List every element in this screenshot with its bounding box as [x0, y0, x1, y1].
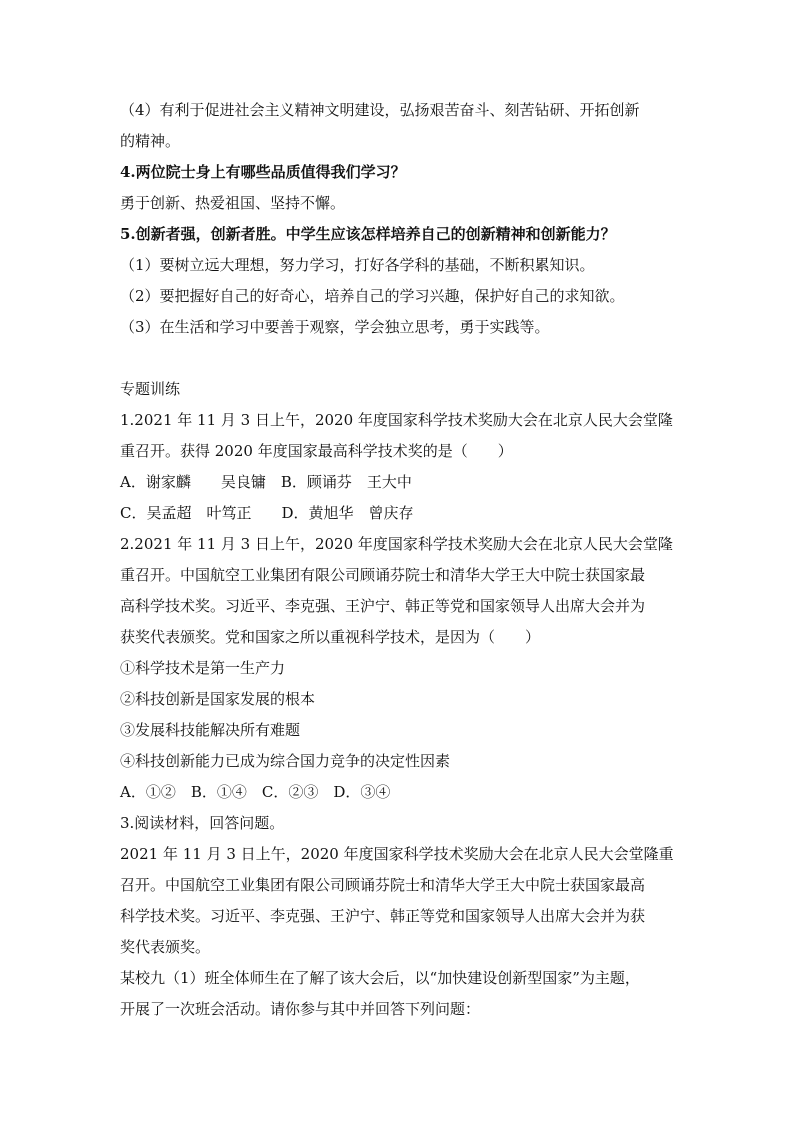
question-5-item-2: （2）要把握好自己的好奇心，培养自己的学习兴趣，保护好自己的求知欲。: [120, 287, 625, 305]
training-q2-options: A．①② B．①④ C．②③ D．③④: [120, 783, 391, 801]
training-q3-material-line-4: 奖代表颁奖。: [120, 938, 211, 956]
question-5-item-3: （3）在生活和学习中要善于观察，学会独立思考，勇于实践等。: [120, 318, 550, 336]
training-q3-material-line-3: 科学技术奖。习近平、李克强、王沪宁、韩正等党和国家领导人出席大会并为获: [120, 907, 646, 925]
answer-4-line-1: （4）有利于促进社会主义精神文明建设，弘扬艰苦奋斗、刻苦钻研、开拓创新: [120, 101, 640, 119]
training-q2-line-4: 获奖代表颁奖。党和国家之所以重视科学技术，是因为（ ）: [120, 628, 541, 646]
question-5-item-1: （1）要树立远大理想，努力学习，打好各学科的基础，不断积累知识。: [120, 256, 595, 274]
training-q3-intro-line-1: 某校九（1）班全体师生在了解了该大会后，以“加快建设创新型国家”为主题，: [120, 969, 640, 987]
answer-4-line-2: 的精神。: [120, 132, 181, 150]
training-q2-line-2: 重召开。中国航空工业集团有限公司顾诵芬院士和清华大学王大中院士获国家最: [120, 566, 646, 584]
training-q2-statement-4: ④科技创新能力已成为综合国力竞争的决定性因素: [120, 752, 451, 770]
training-heading: 专题训练: [120, 380, 181, 398]
training-q3-intro-line-2: 开展了一次班会活动。请你参与其中并回答下列问题：: [120, 1000, 481, 1018]
training-q2-statement-2: ②科技创新是国家发展的根本: [120, 690, 316, 708]
section-spacer: [120, 343, 680, 374]
question-4-heading: 4.两位院士身上有哪些品质值得我们学习？: [120, 163, 406, 181]
training-q3-material-line-2: 召开。中国航空工业集团有限公司顾诵芬院士和清华大学王大中院士获国家最高: [120, 876, 646, 894]
training-q1-line-1: 1.2021 年 11 月 3 日上午，2020 年度国家科学技术奖励大会在北京人民大会堂隆: [120, 411, 673, 429]
training-q3-line-1: 3.阅读材料，回答问题。: [120, 814, 285, 832]
training-q1-options-row-2: C．吴孟超 叶笃正 D．黄旭华 曾庆存: [120, 504, 414, 522]
training-q1-line-2: 重召开。获得 2020 年度国家最高科学技术奖的是（ ）: [120, 442, 513, 460]
training-q2-statement-1: ①科学技术是第一生产力: [120, 659, 286, 677]
training-q2-line-1: 2.2021 年 11 月 3 日上午，2020 年度国家科学技术奖励大会在北京人民大会堂隆: [120, 535, 673, 553]
training-q2-statement-3: ③发展科技能解决所有难题: [120, 721, 301, 739]
training-q2-line-3: 高科学技术奖。习近平、李克强、王沪宁、韩正等党和国家领导人出席大会并为: [120, 597, 646, 615]
training-q1-options-row-1: A．谢家麟 吴良镛 B．顾诵芬 王大中: [120, 473, 412, 491]
document-page: [120, 95, 680, 1025]
training-q3-material-line-1: 2021 年 11 月 3 日上午，2020 年度国家科学技术奖励大会在北京人民大会堂隆重: [120, 845, 674, 863]
question-5-heading: 5.创新者强，创新者胜。中学生应该怎样培养自己的创新精神和创新能力？: [120, 225, 616, 243]
question-4-answer: 勇于创新、热爱祖国、坚持不懈。: [120, 194, 346, 212]
